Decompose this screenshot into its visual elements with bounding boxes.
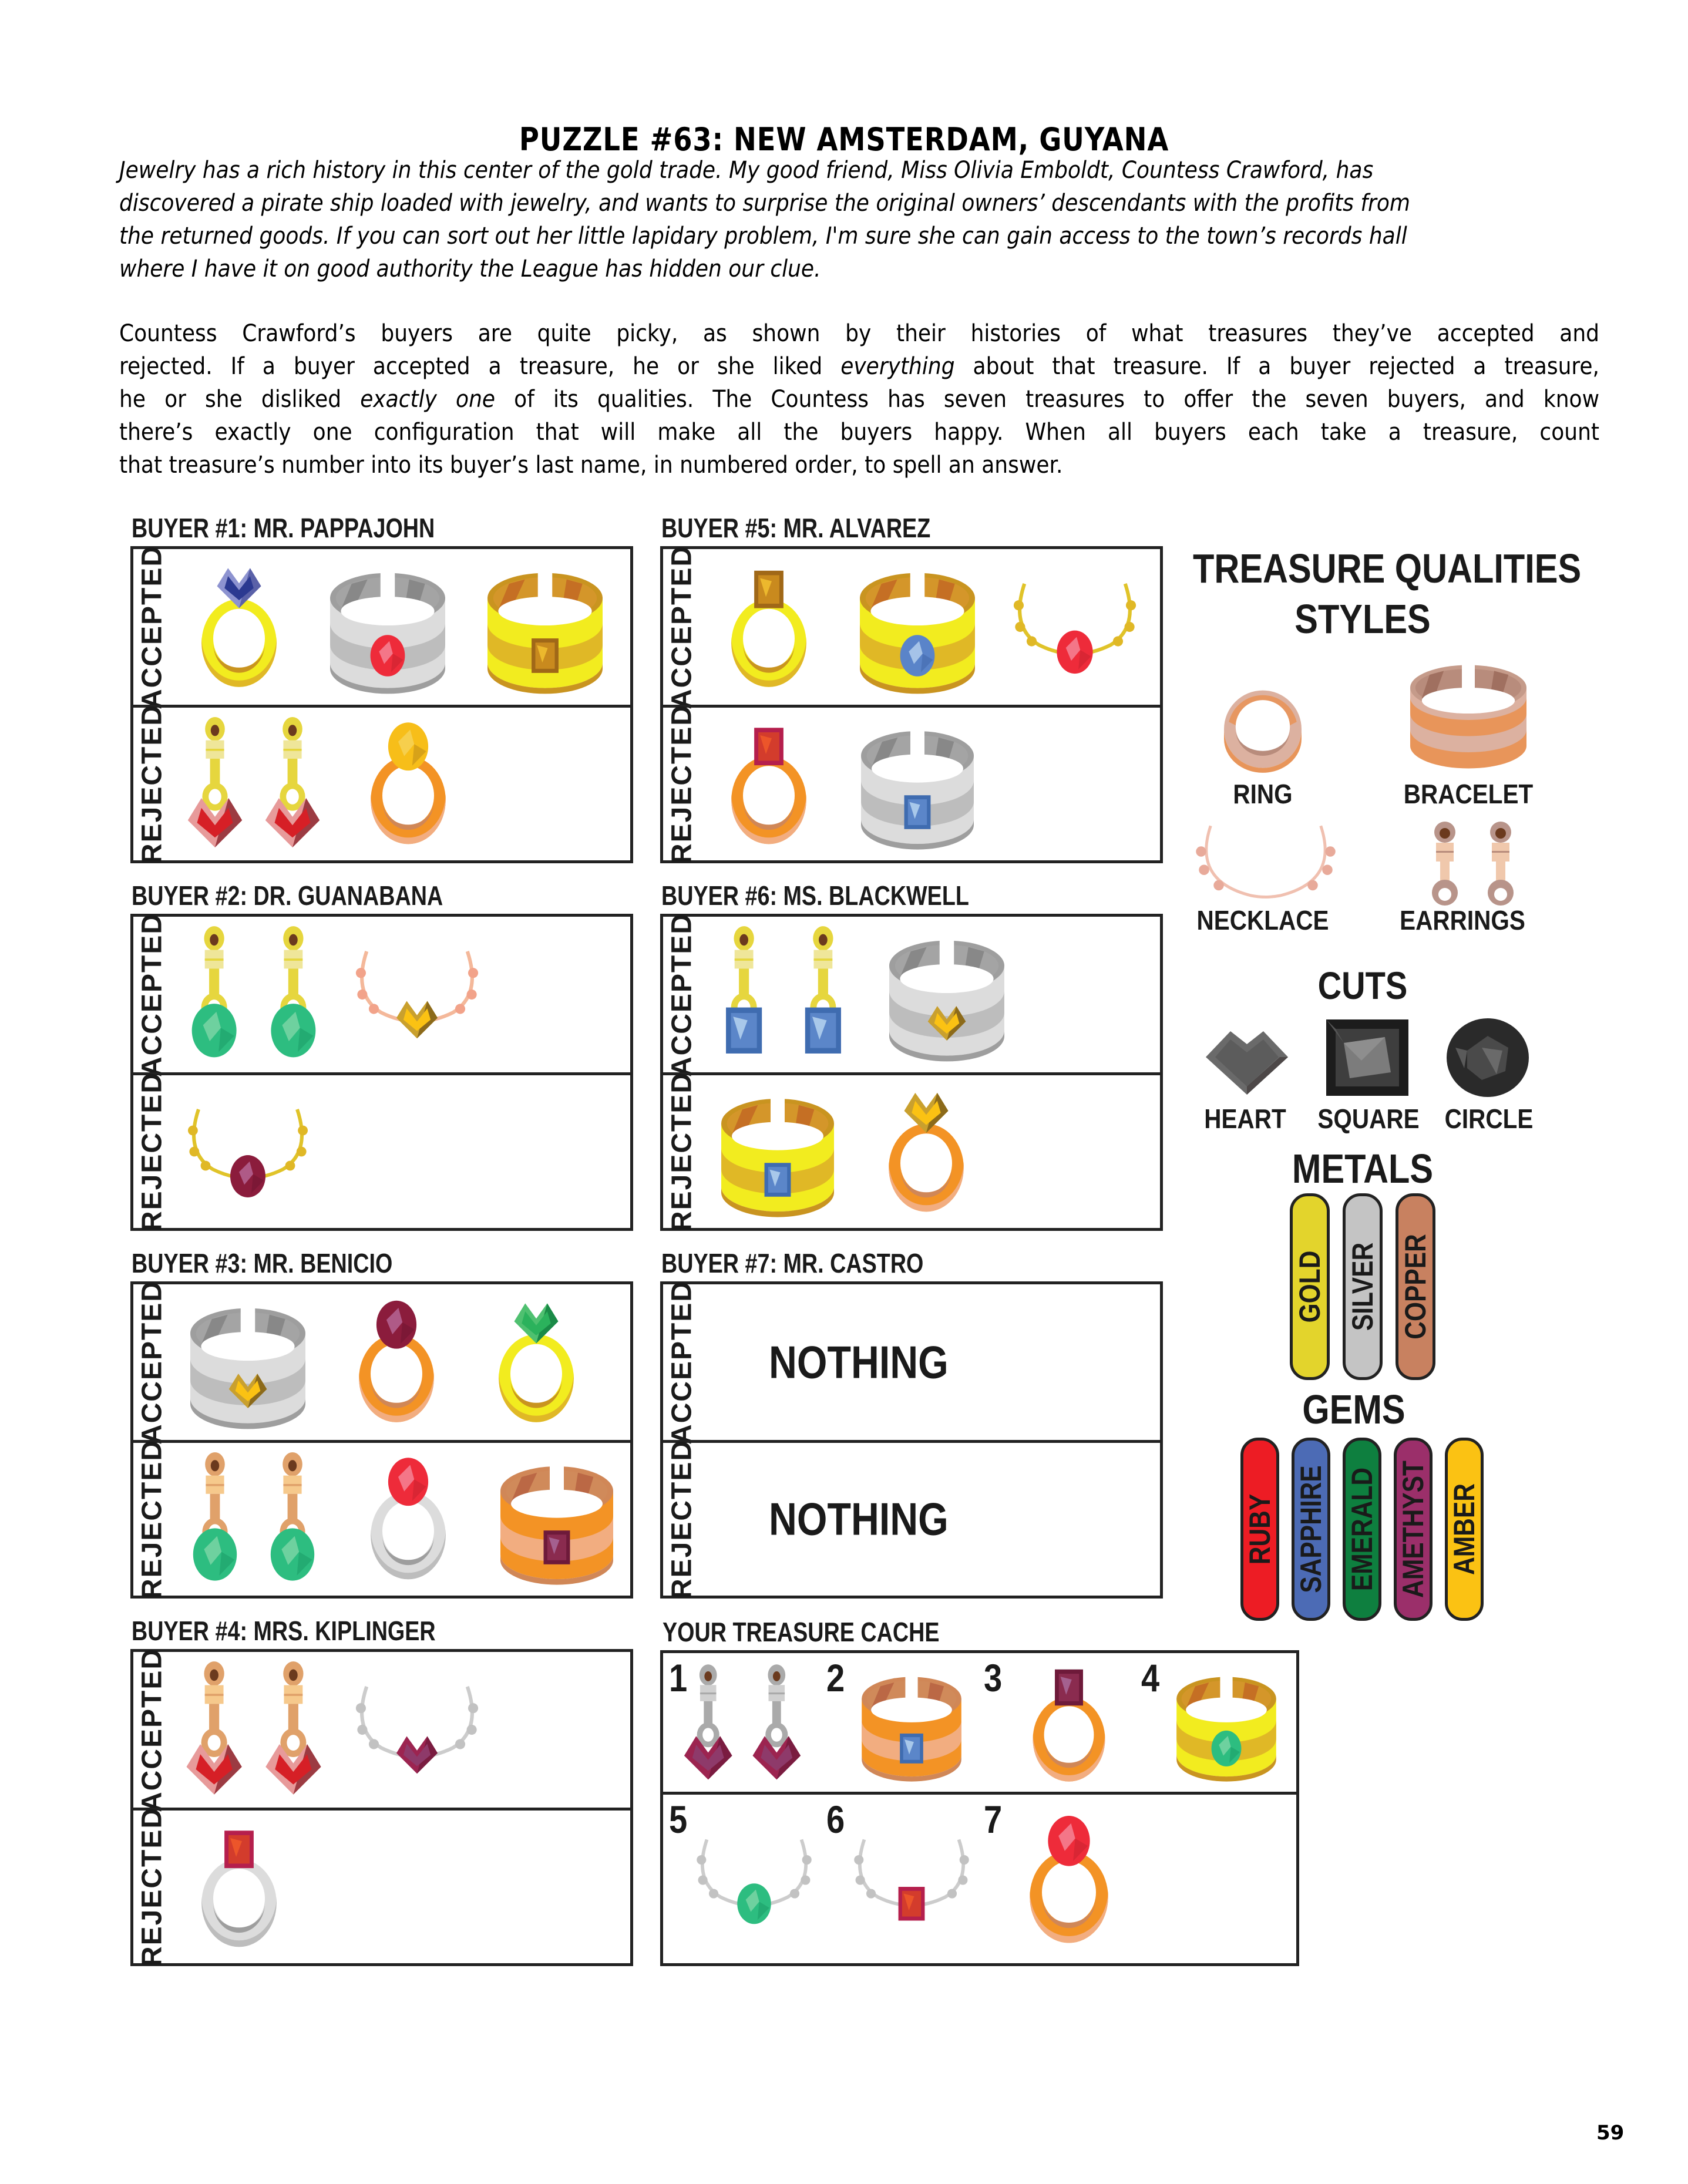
rejected-row (133, 1806, 630, 1967)
accepted-label (664, 912, 700, 1077)
cuts-heading: CUTS (1317, 964, 1408, 1007)
accepted-items (174, 917, 624, 1072)
rejected-label-text: REJECTED (136, 1806, 168, 1967)
amber-square-gem (532, 638, 559, 673)
accepted-label-text: ACCEPTED (666, 544, 698, 709)
accepted-label-text: ACCEPTED (666, 1280, 698, 1445)
rejected-label (134, 704, 170, 864)
ring-style-icon (1210, 678, 1316, 775)
accepted-label-text: ACCEPTED (666, 912, 698, 1077)
silver-ruby-circle-bracelet (314, 555, 461, 699)
accepted-row (663, 544, 1160, 709)
rules-text: Countess Crawford’s buyers are quite picky, as shown by their histories of what treasures they’ve accepted and (119, 320, 1599, 347)
rejected-items (174, 1811, 624, 1963)
amethyst-square-gem (544, 1530, 570, 1564)
buyer-3-panel (130, 1281, 633, 1599)
necklace-style-icon (1192, 822, 1339, 910)
sapphire-square-gem (805, 1008, 841, 1054)
rejected-label-text: REJECTED (136, 1439, 168, 1600)
earrings-icon (174, 1449, 333, 1590)
rules-line (119, 317, 1599, 350)
rejected-label (134, 1439, 170, 1600)
gems-heading: GEMS (1302, 1387, 1405, 1432)
rejected-items (174, 1075, 624, 1228)
copper-ruby-heart-earrings (174, 1658, 333, 1802)
metal-label: SILVER (1346, 1242, 1379, 1331)
ring-icon (704, 555, 833, 699)
silver-sapphire-square-bracelet (844, 714, 991, 854)
accepted-row (133, 912, 630, 1077)
bracelet-icon (1159, 1661, 1294, 1786)
copper-metal-swatch (1396, 1193, 1435, 1380)
emerald-circle-gem (1212, 1731, 1242, 1766)
necklace-icon (174, 1081, 321, 1222)
gold-ruby-heart-earrings (174, 714, 333, 854)
rejected-label-text: REJECTED (666, 704, 698, 864)
rejected-label (664, 1439, 700, 1600)
cache-treasure-3[interactable] (1001, 1661, 1136, 1786)
silver-amber-heart-bracelet (873, 923, 1020, 1066)
gold-ruby-circle-necklace (1001, 555, 1148, 699)
earrings-icon (174, 714, 333, 854)
page-number: 59 (1596, 2121, 1625, 2145)
silver-amethyst-heart-necklace (344, 1658, 490, 1802)
accepted-label-text: ACCEPTED (136, 1280, 168, 1445)
accepted-label (134, 544, 170, 709)
sapphire-square-gem (765, 1163, 791, 1197)
emphasis-text: exactly one (360, 386, 496, 413)
buyer-7-panel (660, 1281, 1163, 1599)
gold-sapphire-heart-ring (174, 555, 304, 699)
ring-icon (174, 555, 304, 699)
treasure-number: 7 (984, 1798, 1003, 1841)
gold-sapphire-square-earrings (704, 923, 863, 1066)
nothing-text: NOTHING (769, 1493, 949, 1545)
sapphire-square-gem (726, 1008, 762, 1054)
styles-heading: STYLES (1294, 596, 1431, 642)
accepted-row (663, 912, 1160, 1077)
heart-cut-icon (1205, 1031, 1289, 1096)
rejected-label (134, 1806, 170, 1967)
silver-ruby-square-ring (174, 1816, 304, 1957)
gold-metal-swatch (1290, 1193, 1330, 1380)
bracelet-icon (314, 555, 461, 699)
buyer-heading: BUYER #6: MS. BLACKWELL (661, 880, 969, 911)
intro-line: where I have it on good authority the League has hidden our clue. (119, 255, 821, 282)
intro-paragraph (119, 154, 1599, 285)
buyer-2-panel (130, 914, 633, 1231)
style-label: EARRINGS (1400, 905, 1525, 935)
circle-cut-icon (1446, 1018, 1529, 1097)
buyer-1-panel (130, 546, 633, 863)
cache-heading: YOUR TREASURE CACHE (663, 1617, 940, 1647)
ruby-circle-gem (1057, 631, 1092, 674)
gem-label: AMBER (1448, 1483, 1481, 1575)
accepted-label (664, 544, 700, 709)
buyer-heading: BUYER #7: MR. CASTRO (661, 1248, 924, 1278)
rules-line (119, 350, 1599, 383)
rejected-label-text: REJECTED (666, 1071, 698, 1232)
buyer-6-panel (660, 914, 1163, 1231)
sapphire-square-gem (900, 1734, 923, 1764)
bracelet-style-icon (1398, 649, 1539, 778)
rules-line (119, 449, 1599, 482)
gold-amber-square-bracelet (472, 555, 618, 699)
rules-text: about that treasure. If a buyer rejected a treasure, (954, 353, 1599, 380)
gold-emerald-circle-earrings (174, 923, 333, 1066)
sapphire-square-gem (904, 795, 931, 829)
cache-treasure-2[interactable] (844, 1661, 979, 1786)
treasure-number: 4 (1141, 1656, 1160, 1700)
copper-amber-circle-ring (344, 714, 473, 854)
gold-sapphire-circle-bracelet (844, 555, 991, 699)
square-cut-icon (1326, 1019, 1408, 1096)
metal-label: GOLD (1293, 1250, 1326, 1323)
earrings-icon (704, 923, 863, 1066)
rejected-label-text: REJECTED (136, 704, 168, 864)
bracelet-icon (174, 1290, 321, 1434)
amethyst-square-gem (1055, 1670, 1083, 1705)
bracelet-icon (844, 1661, 979, 1786)
ruby-circle-gem (1048, 1816, 1090, 1866)
buyer-heading: BUYER #2: DR. GUANABANA (132, 880, 443, 911)
rules-text: that treasure’s number into its buyer’s last name, in numbered order, to spell an answer. (119, 452, 1063, 479)
ring-icon (344, 1449, 473, 1590)
accepted-items (174, 1284, 624, 1440)
ring-icon (344, 714, 473, 854)
emerald-circle-gem (192, 1004, 237, 1057)
accepted-label (134, 1647, 170, 1812)
ruby-square-gem (754, 728, 784, 765)
treasure-number: 6 (826, 1798, 845, 1841)
amber-square-gem (754, 571, 784, 608)
ring-icon (862, 1081, 991, 1222)
cache-row (663, 1792, 1296, 1963)
emerald-circle-gem (737, 1883, 771, 1924)
style-label: NECKLACE (1196, 905, 1329, 935)
ruby-circle-gem (388, 1458, 428, 1506)
intro-line: the returned goods. If you can sort out her little lapidary problem, I'm sure she can gain access to the town’s records hall (119, 223, 1407, 250)
amethyst-circle-gem (376, 1301, 416, 1349)
legend-heading: TREASURE QUALITIES (1193, 546, 1582, 591)
rules-text: there’s exactly one configuration that will make all the buyers happy. When all buyers each take a treasure, count (119, 419, 1599, 446)
ring-icon (174, 1816, 304, 1957)
earrings-style-icon (1404, 819, 1539, 910)
intro-line: Jewelry has a rich history in this center of the gold trade. My good friend, Miss Olivia Emboldt, Countess Crawford, has (119, 157, 1374, 184)
rules-text: rejected. If a buyer accepted a treasure, he or she liked (119, 353, 841, 380)
necklace-icon (1001, 555, 1148, 699)
necklace-icon (344, 1658, 490, 1802)
ring-icon (1001, 1661, 1136, 1786)
bracelet-icon (704, 1081, 851, 1222)
rejected-items (174, 708, 624, 860)
rejected-label-text: REJECTED (136, 1071, 168, 1232)
accepted-items (704, 549, 1154, 705)
accepted-row (133, 1280, 630, 1445)
necklace-icon (844, 1803, 979, 1957)
ring-icon (704, 714, 833, 854)
accepted-label (134, 1280, 170, 1445)
silver-metal-swatch (1343, 1193, 1383, 1380)
emerald-circle-gem (193, 1528, 237, 1580)
gem-label: EMERALD (1346, 1467, 1378, 1591)
treasure-number: 3 (984, 1656, 1003, 1700)
accepted-items (174, 549, 624, 705)
gold-emerald-heart-ring (472, 1290, 601, 1434)
bracelet-icon (483, 1449, 630, 1590)
bracelet-icon (873, 923, 1020, 1066)
cache-treasure-4[interactable] (1159, 1661, 1294, 1786)
buyer-heading: BUYER #3: MR. BENICIO (132, 1248, 393, 1278)
cut-label: CIRCLE (1444, 1103, 1534, 1134)
buyer-heading: BUYER #4: MRS. KIPLINGER (132, 1616, 436, 1646)
rules-line (119, 383, 1599, 416)
gold-amber-square-ring (704, 555, 833, 699)
sapphire-gem-swatch (1292, 1438, 1330, 1621)
rejected-row (663, 704, 1160, 864)
ruby-square-gem (224, 1830, 254, 1868)
necklace-icon (344, 923, 490, 1066)
treasure-cache-panel (660, 1650, 1299, 1966)
necklace-icon (687, 1803, 822, 1957)
gem-label: RUBY (1243, 1493, 1276, 1565)
puzzle-title: PUZZLE #63: NEW AMSTERDAM, GUYANA (519, 121, 1169, 158)
copper-emerald-circle-earrings (174, 1449, 333, 1590)
rejected-label-text: REJECTED (666, 1439, 698, 1600)
nothing-text: NOTHING (769, 1336, 949, 1388)
emerald-gem-swatch (1343, 1438, 1381, 1621)
amethyst-heart-gem (396, 1737, 438, 1774)
accepted-items (704, 917, 1154, 1072)
emerald-circle-gem (271, 1528, 314, 1580)
earrings-icon (669, 1661, 816, 1786)
sapphire-circle-gem (900, 635, 935, 677)
metal-label: COPPER (1399, 1234, 1432, 1340)
amber-heart-gem (396, 1001, 438, 1039)
amethyst-circle-gem (230, 1155, 265, 1197)
rejected-row (133, 704, 630, 864)
ruby-circle-gem (371, 635, 405, 677)
cache-treasure-7[interactable] (1001, 1803, 1136, 1957)
rules-line (119, 416, 1599, 449)
bracelet-icon (844, 555, 991, 699)
emerald-heart-gem (514, 1303, 558, 1343)
rejected-row (663, 1071, 1160, 1232)
buyer-5-panel (660, 546, 1163, 863)
accepted-label (664, 1280, 700, 1445)
amber-heart-gem (904, 1093, 948, 1133)
copper-amber-heart-ring (862, 1081, 991, 1222)
cache-treasure-6[interactable] (844, 1803, 979, 1957)
ruby-square-gem (899, 1887, 925, 1921)
rules-paragraph (119, 317, 1599, 482)
accepted-items (704, 1284, 1154, 1440)
rejected-items (174, 1443, 624, 1596)
cache-treasure-1[interactable] (669, 1661, 816, 1786)
cut-label: SQUARE (1317, 1103, 1420, 1134)
copper-amber-heart-necklace (344, 923, 490, 1066)
cut-label: HEART (1204, 1103, 1286, 1134)
earrings-icon (174, 923, 333, 1066)
earrings-icon (174, 1658, 333, 1802)
gold-sapphire-square-bracelet (704, 1081, 851, 1222)
amber-circle-gem (388, 722, 428, 770)
cache-row (663, 1653, 1296, 1792)
rules-text: he or she disliked (119, 386, 361, 413)
rejected-row (663, 1439, 1160, 1600)
accepted-label-text: ACCEPTED (136, 1647, 168, 1812)
accepted-row (133, 1647, 630, 1812)
rejected-row (133, 1439, 630, 1600)
treasure-number: 2 (826, 1656, 845, 1700)
rules-text: of its qualities. The Countess has seven treasures to offer the seven buyers, and know (495, 386, 1600, 413)
silver-ruby-circle-ring (344, 1449, 473, 1590)
ring-icon (472, 1290, 601, 1434)
sapphire-heart-gem (217, 568, 261, 608)
copper-amethyst-square-bracelet (483, 1449, 630, 1590)
accepted-label-text: ACCEPTED (136, 912, 168, 1077)
buyer-4-panel (130, 1649, 633, 1966)
ruby-gem-swatch (1240, 1438, 1279, 1621)
metals-heading: METALS (1292, 1146, 1434, 1192)
accepted-label-text: ACCEPTED (136, 544, 168, 709)
rejected-label (664, 704, 700, 864)
ring-icon (1001, 1803, 1136, 1957)
accepted-row (663, 1280, 1160, 1445)
accepted-items (174, 1652, 624, 1808)
style-label: BRACELET (1403, 779, 1534, 809)
cache-treasure-5[interactable] (687, 1803, 822, 1957)
silver-amber-heart-bracelet (174, 1290, 321, 1434)
emphasis-text: everything (840, 353, 955, 380)
intro-line: discovered a pirate ship loaded with jewelry, and wants to surprise the original owners’ descendants with the profits from (119, 190, 1410, 217)
amethyst-gem-swatch (1394, 1438, 1433, 1621)
accepted-label (134, 912, 170, 1077)
gem-label: AMETHYST (1397, 1461, 1430, 1598)
gem-label: SAPPHIRE (1294, 1465, 1327, 1593)
emerald-circle-gem (271, 1004, 315, 1057)
rejected-items (704, 708, 1154, 860)
style-label: RING (1233, 779, 1293, 809)
accepted-row (133, 544, 630, 709)
gold-amethyst-circle-necklace (174, 1081, 321, 1222)
amber-gem-swatch (1445, 1438, 1484, 1621)
ring-icon (332, 1290, 461, 1434)
copper-ruby-square-ring (704, 714, 833, 854)
rejected-row (133, 1071, 630, 1232)
bracelet-icon (472, 555, 618, 699)
copper-amethyst-circle-ring (332, 1290, 461, 1434)
treasure-number: 5 (669, 1798, 688, 1841)
rejected-label (134, 1071, 170, 1232)
rejected-label (664, 1071, 700, 1232)
bracelet-icon (844, 714, 991, 854)
buyer-heading: BUYER #5: MR. ALVAREZ (661, 513, 931, 543)
treasure-number: 1 (669, 1656, 688, 1700)
rejected-items (704, 1443, 1154, 1596)
buyer-heading: BUYER #1: MR. PAPPAJOHN (132, 513, 435, 543)
rejected-items (704, 1075, 1154, 1228)
